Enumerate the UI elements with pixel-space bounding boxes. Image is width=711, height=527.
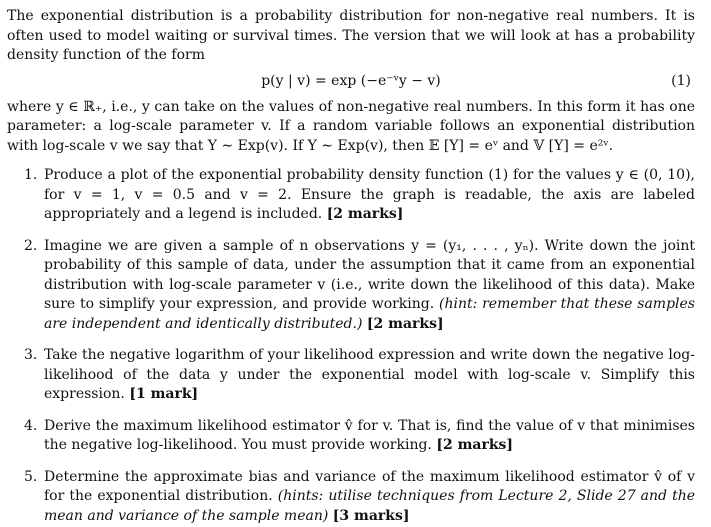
definition-paragraph: where y ∈ ℝ₊, i.e., y can take on the values of non-negative real numbers. In this form it has one parameter: a log-scale parameter v. If a random variable follows an exponential distribution with log-scale v we say that Y ∼ Exp(v). If Y ∼ Exp(v), then 𝔼 [Y] = eᵛ and 𝕍 [Y] = e²ᵛ. (7, 98, 695, 154)
question-marks: [1 mark] (129, 386, 199, 402)
question-item (7, 237, 695, 335)
density-equation: p(y | v) = exp (−e⁻ᵛy − v) (261, 72, 441, 89)
question-hint: (hint: remember that these samples are independent and identically distributed.) (44, 296, 695, 332)
question-number: 5. (24, 468, 38, 485)
question-number: 1. (24, 167, 38, 183)
question-text: Imagine we are given a sample of n observations y = (y₁, . . . , yₙ). Write down the joint probability of this sample of data, under the assumption that it came from an exponential distribution with log-scale parameter v (i.e., write down the likelihood of this data). Make sure to simplify your expression, and provide working. (44, 237, 695, 312)
question-number: 2. (24, 237, 38, 254)
question-list (7, 166, 695, 526)
question-text: Derive the maximum likelihood estimator v̂ for v. That is, find the value of v that minimises the negative log-likelihood. You must provide working. (44, 417, 695, 453)
question-text: Produce a plot of the exponential probability density function (1) for the values y ∈ (0, 10), for v = 1, v = 0.5 and v = 2. Ensure the graph is readable, the axis are labeled appropriately and a legend is included. (44, 167, 695, 222)
equation-row (7, 66, 695, 96)
question-text: Take the negative logarithm of your likelihood expression and write down the negative log-likelihood of the data y under the exponential model with log-scale v. Simplify this expression. (44, 347, 695, 402)
question-hint: (hints: utilise techniques from Lecture 2, Slide 27 and the mean and variance of the sample mean) (44, 488, 695, 524)
question-number: 3. (24, 347, 38, 363)
question-item (7, 346, 695, 405)
question-item (7, 468, 695, 527)
question-marks: [3 marks] (332, 507, 410, 524)
question-marks: [2 marks] (366, 315, 444, 332)
question-number: 4. (24, 417, 38, 434)
intro-paragraph: The exponential distribution is a probability distribution for non-negative real numbers. It is often used to model waiting or survival times. The version that we will look at has a probability density function of the form (7, 8, 695, 63)
question-marks: [2 marks] (326, 206, 404, 222)
question-item (7, 166, 695, 225)
question-item (7, 417, 695, 456)
question-marks: [2 marks] (436, 437, 514, 453)
equation-number: (1) (671, 72, 691, 89)
question-text: Determine the approximate bias and variance of the maximum likelihood estimator v̂ of v for the exponential distribution. (44, 468, 695, 504)
